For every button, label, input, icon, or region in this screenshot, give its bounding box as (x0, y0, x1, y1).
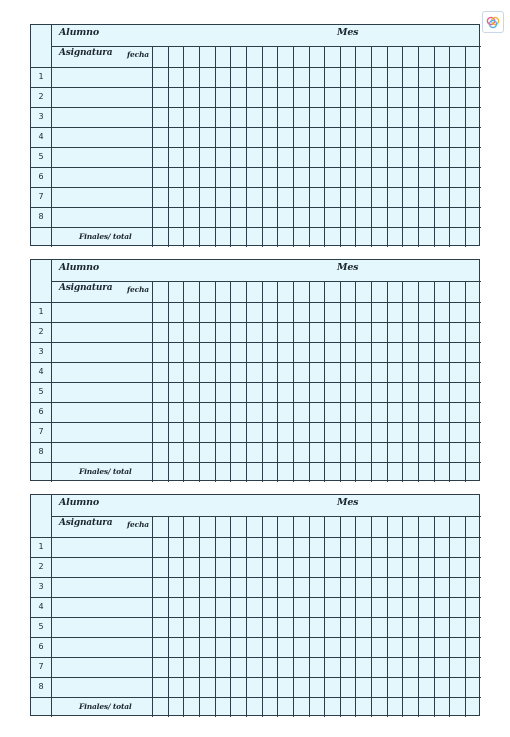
date-column-line (293, 281, 294, 482)
row-divider (31, 147, 481, 148)
row-number: 7 (38, 427, 44, 436)
student-label: Alumno (59, 27, 99, 38)
date-column-line (434, 281, 435, 482)
month-label: Mes (337, 262, 359, 273)
date-column-line (371, 281, 372, 482)
date-column-line (168, 46, 169, 247)
row-number: 3 (38, 112, 44, 121)
row-number: 6 (38, 407, 44, 416)
grade-sheet-1 (30, 24, 480, 246)
row-number: 2 (38, 327, 44, 336)
row-number: 1 (38, 542, 44, 551)
student-label: Alumno (59, 262, 99, 273)
date-column-line (355, 516, 356, 717)
date-column-line (183, 46, 184, 247)
date-column-line (324, 516, 325, 717)
date-column-line (309, 516, 310, 717)
row-number: 7 (38, 192, 44, 201)
row-number: 1 (38, 307, 44, 316)
row-number: 4 (38, 602, 44, 611)
row-number: 5 (38, 622, 44, 631)
column-divider (51, 25, 52, 247)
date-column-line (402, 516, 403, 717)
date-column-line (340, 281, 341, 482)
column-divider (51, 495, 52, 717)
date-label: fecha (127, 520, 149, 529)
row-divider (31, 577, 481, 578)
date-column-line (230, 46, 231, 247)
date-column-line (465, 46, 466, 247)
row-divider (31, 107, 481, 108)
row-divider (31, 167, 481, 168)
row-divider (31, 87, 481, 88)
date-column-line (434, 516, 435, 717)
row-divider (31, 342, 481, 343)
date-column-line (215, 46, 216, 247)
row-divider (51, 281, 481, 282)
date-column-line (246, 516, 247, 717)
grade-sheet-2 (30, 259, 480, 481)
row-number: 2 (38, 562, 44, 571)
row-divider (31, 657, 481, 658)
row-divider (31, 442, 481, 443)
column-divider (51, 260, 52, 482)
date-column-line (309, 46, 310, 247)
row-divider (31, 362, 481, 363)
date-column-line (277, 516, 278, 717)
row-divider (31, 557, 481, 558)
row-number: 8 (38, 682, 44, 691)
totals-label: Finales/ total (79, 467, 132, 476)
row-divider (31, 382, 481, 383)
date-column-line (340, 46, 341, 247)
date-column-line (246, 46, 247, 247)
logo-icon (482, 11, 504, 33)
row-divider (31, 402, 481, 403)
row-divider (51, 516, 481, 517)
date-column-line (293, 46, 294, 247)
row-number: 5 (38, 387, 44, 396)
date-column-line (215, 281, 216, 482)
column-divider (152, 516, 153, 717)
date-column-line (371, 516, 372, 717)
row-number: 1 (38, 72, 44, 81)
grade-sheet-3 (30, 494, 480, 716)
row-divider (31, 227, 481, 228)
date-column-line (387, 46, 388, 247)
date-column-line (262, 46, 263, 247)
month-label: Mes (337, 497, 359, 508)
row-divider (31, 127, 481, 128)
date-column-line (418, 516, 419, 717)
date-column-line (449, 281, 450, 482)
date-column-line (402, 46, 403, 247)
row-divider (51, 46, 481, 47)
date-column-line (246, 281, 247, 482)
totals-label: Finales/ total (79, 232, 132, 241)
row-divider (31, 462, 481, 463)
row-number: 4 (38, 367, 44, 376)
date-column-line (199, 281, 200, 482)
date-column-line (340, 516, 341, 717)
date-column-line (230, 516, 231, 717)
date-column-line (309, 281, 310, 482)
date-column-line (355, 46, 356, 247)
student-label: Alumno (59, 497, 99, 508)
date-column-line (183, 281, 184, 482)
date-column-line (465, 281, 466, 482)
date-column-line (215, 516, 216, 717)
column-divider (152, 46, 153, 247)
date-column-line (199, 516, 200, 717)
row-number: 2 (38, 92, 44, 101)
date-column-line (387, 516, 388, 717)
row-divider (31, 67, 481, 68)
row-divider (31, 322, 481, 323)
date-column-line (324, 281, 325, 482)
row-number: 8 (38, 447, 44, 456)
row-number: 7 (38, 662, 44, 671)
subject-label: Asignatura (59, 48, 113, 58)
subject-label: Asignatura (59, 283, 113, 293)
date-column-line (449, 516, 450, 717)
row-divider (31, 207, 481, 208)
date-column-line (355, 281, 356, 482)
date-column-line (230, 281, 231, 482)
date-column-line (262, 516, 263, 717)
row-number: 8 (38, 212, 44, 221)
date-column-line (449, 46, 450, 247)
row-divider (31, 697, 481, 698)
row-divider (31, 302, 481, 303)
row-divider (31, 637, 481, 638)
date-column-line (168, 516, 169, 717)
row-number: 3 (38, 347, 44, 356)
date-column-line (371, 46, 372, 247)
row-number: 6 (38, 642, 44, 651)
row-number: 6 (38, 172, 44, 181)
date-column-line (434, 46, 435, 247)
row-divider (31, 677, 481, 678)
date-label: fecha (127, 50, 149, 59)
row-divider (31, 537, 481, 538)
row-number: 5 (38, 152, 44, 161)
subject-label: Asignatura (59, 518, 113, 528)
row-divider (31, 187, 481, 188)
date-column-line (402, 281, 403, 482)
row-number: 3 (38, 582, 44, 591)
date-label: fecha (127, 285, 149, 294)
month-label: Mes (337, 27, 359, 38)
date-column-line (418, 281, 419, 482)
date-column-line (183, 516, 184, 717)
date-column-line (168, 281, 169, 482)
date-column-line (199, 46, 200, 247)
date-column-line (262, 281, 263, 482)
row-number: 4 (38, 132, 44, 141)
row-divider (31, 597, 481, 598)
row-divider (31, 422, 481, 423)
date-column-line (465, 516, 466, 717)
totals-label: Finales/ total (79, 702, 132, 711)
date-column-line (277, 46, 278, 247)
date-column-line (293, 516, 294, 717)
row-divider (31, 617, 481, 618)
date-column-line (277, 281, 278, 482)
date-column-line (418, 46, 419, 247)
date-column-line (387, 281, 388, 482)
column-divider (152, 281, 153, 482)
date-column-line (324, 46, 325, 247)
